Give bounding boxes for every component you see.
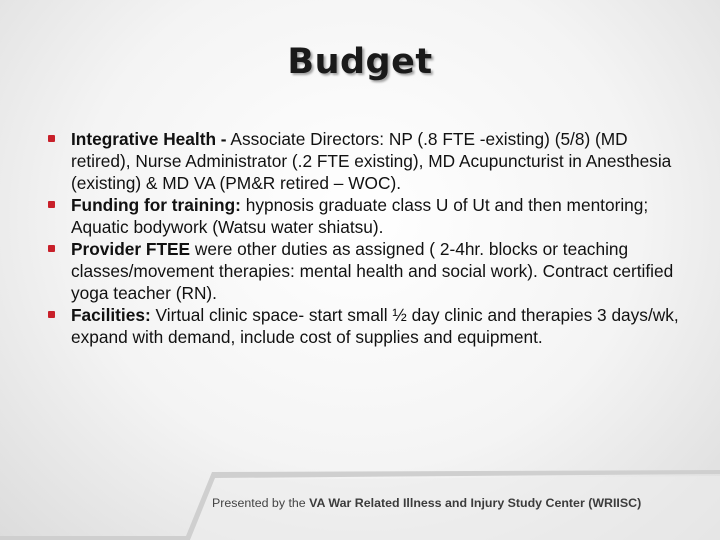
bullet-text: hypnosis graduate class U of Ut and then mentoring; Aquatic bodywork (Watsu water shiatsu). <box>71 195 649 237</box>
footer-credit <box>212 496 641 510</box>
bullet-lead: Funding for training: <box>71 195 241 215</box>
bullet-lead: Provider FTEE <box>71 239 191 259</box>
bullet-lead: Integrative Health - <box>71 129 227 149</box>
square-bullet-icon <box>48 135 55 142</box>
bullet-item <box>48 304 688 348</box>
square-bullet-icon <box>48 201 55 208</box>
bullet-text: Associate Directors: NP (.8 FTE -existing) (5/8) (MD retired), Nurse Administrator (.2 FTE existing), MD Acupuncturist in Anesthesia (existing) & MD VA (PM&R retired – WOC). <box>71 129 672 193</box>
square-bullet-icon <box>48 311 55 318</box>
bullet-text: Virtual clinic space- start small ½ day clinic and therapies 3 days/wk, expand with demand, include cost of supplies and equipment. <box>71 305 679 347</box>
bullet-text: were other duties as assigned ( 2-4hr. blocks or teaching classes/movement therapies: mental health and social work). Contract certified yoga teacher (RN). <box>71 239 674 303</box>
square-bullet-icon <box>48 245 55 252</box>
bullet-item <box>48 194 688 238</box>
bullet-list <box>48 128 688 348</box>
bullet-item <box>48 128 688 194</box>
footer-prefix: Presented by the <box>212 496 310 510</box>
footer-org: VA War Related Illness and Injury Study Center (WRIISC) <box>309 496 642 510</box>
bullet-item <box>48 238 688 304</box>
slide-title: Budget <box>287 42 433 82</box>
bullet-lead: Facilities: <box>71 305 151 325</box>
